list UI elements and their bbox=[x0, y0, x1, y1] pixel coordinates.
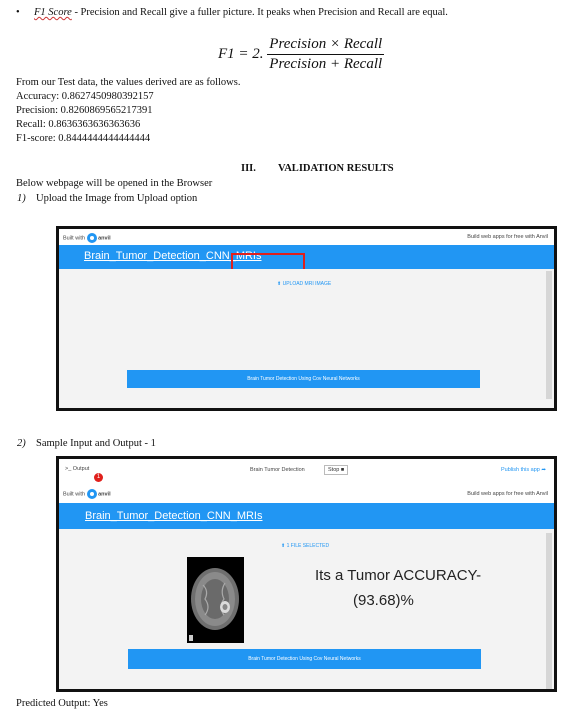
predicted-output: Predicted Output: Yes bbox=[16, 698, 108, 709]
built-with-2 bbox=[63, 489, 111, 499]
output-tab[interactable]: >_ Output bbox=[65, 466, 90, 472]
stop-square-icon: ■ bbox=[340, 467, 345, 473]
file-selected-button[interactable] bbox=[281, 543, 329, 549]
step2-text: Sample Input and Output - 1 bbox=[36, 438, 156, 449]
stop-label: Stop bbox=[328, 467, 340, 473]
f1-formula bbox=[218, 36, 384, 73]
f1-paragraph bbox=[34, 7, 448, 18]
formula-fraction bbox=[267, 36, 384, 73]
publish-button[interactable] bbox=[501, 467, 546, 473]
f1-bullet: • bbox=[16, 7, 20, 18]
step2-number: 2) bbox=[17, 438, 26, 449]
file-selected-label: 1 FILE SELECTED bbox=[286, 543, 330, 549]
app-title-2[interactable]: Brain_Tumor_Detection_CNN_MRIs bbox=[85, 510, 263, 522]
app-header-bar bbox=[59, 245, 554, 269]
formula-lhs: F1 = 2. bbox=[218, 46, 264, 62]
upload-button[interactable] bbox=[277, 281, 331, 287]
step1-text: Upload the Image from Upload option bbox=[36, 193, 198, 204]
metric-f1: F1-score: 0.8444444444444444 bbox=[16, 133, 151, 144]
built-with bbox=[63, 233, 111, 243]
mri-image bbox=[187, 557, 244, 643]
built-with-label-2: Built with bbox=[63, 491, 86, 498]
screenshot-output bbox=[56, 456, 557, 692]
app-footer-text: Brain Tumor Detection Using Cov Neural Networks bbox=[247, 376, 360, 382]
anvil-brand: anvil bbox=[98, 235, 111, 242]
section-title: VALIDATION RESULTS bbox=[278, 163, 394, 174]
metric-recall: Recall: 0.8636363636363636 bbox=[16, 119, 141, 130]
upload-label: UPLOAD MRI IMAGE bbox=[282, 281, 332, 287]
app-name: Brain Tumor Detection bbox=[250, 467, 305, 473]
step1-number: 1) bbox=[17, 193, 26, 204]
brain-mri-graphic bbox=[187, 557, 244, 643]
scrollbar-2[interactable] bbox=[546, 533, 552, 689]
publish-label: Publish this app bbox=[501, 467, 540, 473]
share-arrow-icon: ➦ bbox=[541, 467, 546, 473]
build-free-link[interactable]: Build web apps for free with Anvil bbox=[467, 234, 548, 240]
formula-denominator: Precision + Recall bbox=[269, 56, 383, 72]
build-free-link-2[interactable]: Build web apps for free with Anvil bbox=[467, 491, 548, 497]
app-title[interactable]: Brain_Tumor_Detection_CNN_MRIs bbox=[84, 250, 262, 262]
anvil-logo-icon-2 bbox=[87, 489, 97, 499]
stop-button[interactable] bbox=[324, 465, 348, 475]
metrics-intro: From our Test data, the values derived are as follows. bbox=[16, 77, 241, 88]
anvil-logo-icon bbox=[87, 233, 97, 243]
result-line-2: (93.68)% bbox=[353, 592, 414, 609]
anvil-brand-2: anvil bbox=[98, 491, 111, 498]
scrollbar[interactable] bbox=[546, 271, 552, 399]
screenshot-upload bbox=[56, 226, 557, 411]
metric-accuracy: Accuracy: 0.8627450980392157 bbox=[16, 91, 154, 102]
notification-badge: 1 bbox=[94, 473, 103, 482]
upload-icon-2: ⬆ bbox=[281, 543, 286, 549]
app-footer-bar-2 bbox=[128, 649, 481, 669]
formula-numerator: Precision × Recall bbox=[267, 36, 384, 55]
f1-description: - Precision and Recall give a fuller picture. It peaks when Precision and Recall are equal. bbox=[71, 7, 448, 18]
result-line-1: Its a Tumor ACCURACY- bbox=[315, 567, 482, 584]
section-number: III. bbox=[241, 163, 256, 174]
upload-icon: ⬆ bbox=[277, 281, 282, 287]
app-footer-text-2: Brain Tumor Detection Using Cov Neural Networks bbox=[248, 656, 361, 662]
f1-term: F1 Score bbox=[34, 7, 72, 18]
metric-precision: Precision: 0.8260869565217391 bbox=[16, 105, 153, 116]
app-footer-bar bbox=[127, 370, 480, 388]
built-with-label: Built with bbox=[63, 235, 86, 242]
body-intro: Below webpage will be opened in the Browser bbox=[16, 178, 213, 189]
app-header-bar-2 bbox=[59, 503, 554, 529]
